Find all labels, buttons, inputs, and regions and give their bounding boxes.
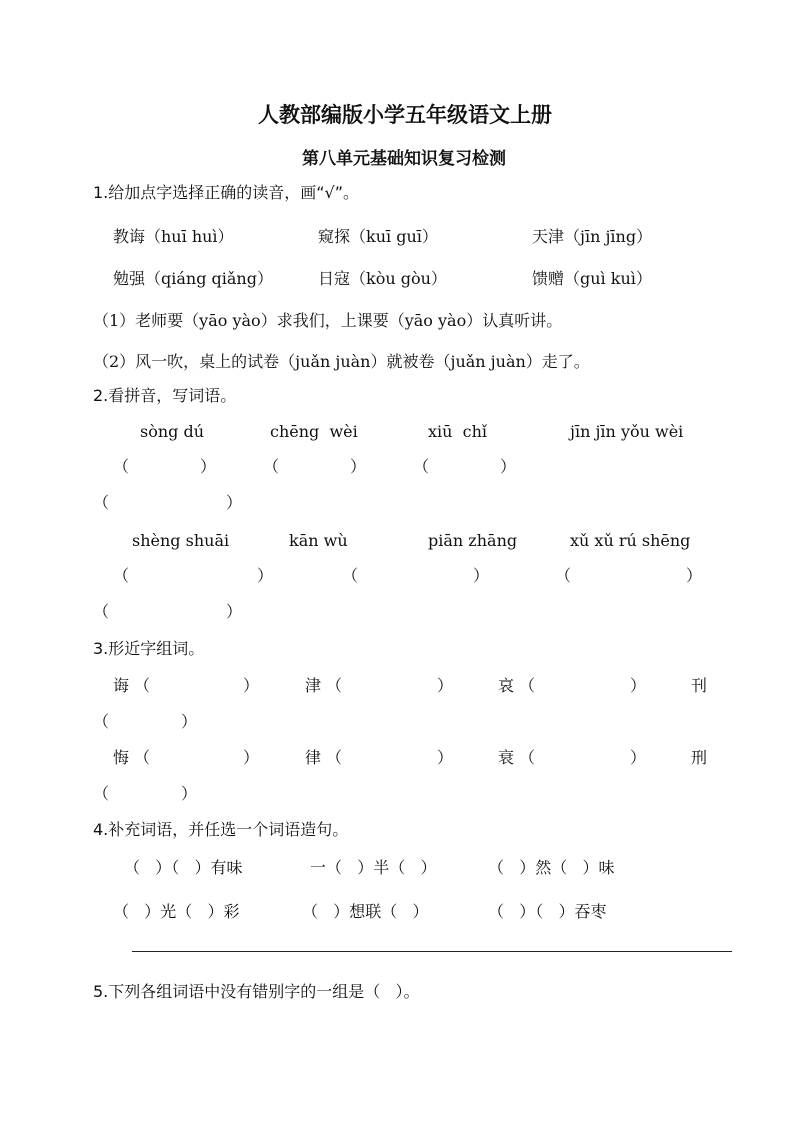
q1-sentence-2: （2）风一吹，桌上的试卷（juǎn juàn）就被卷（juǎn juàn）走了。 [93,352,590,371]
q2-pinyin: piān zhāng [428,531,518,550]
answer-paren-close: ） [630,748,647,767]
answer-paren-close: ） [437,748,454,767]
q3-char: 诲 [113,676,130,695]
q1-item: 馈赠（guì kuì） [532,269,652,288]
q2-pinyin: kān wù [289,531,348,550]
answer-paren-open: （ [326,676,343,695]
answer-paren-open: （ [113,457,130,476]
q1-item: 日寇（kòu gòu） [318,269,447,288]
answer-paren-open: （ [342,566,359,585]
answer-paren-open: （ [93,712,110,731]
q1-sentence-1: （1）老师要（yāo yào）求我们，上课要（yāo yào）认真听讲。 [93,311,563,330]
answer-paren-close: ） [686,566,703,585]
q4-item: （ ）想联（ ） [302,902,429,921]
answer-paren-close: ） [500,457,517,476]
q3-char: 悔 [113,748,130,767]
answer-paren-open: （ [413,457,430,476]
q1-item: 窥探（kuī guī） [318,227,438,246]
q1-item: 勉强（qiáng qiǎng） [113,269,273,288]
answer-paren-open: （ [519,748,536,767]
q3-char: 刊 [691,676,708,695]
answer-paren-close: ） [473,566,490,585]
page-subtitle: 第八单元基础知识复习检测 [302,149,506,169]
answer-paren-open: （ [93,493,110,512]
q2-heading: 2.看拼音，写词语。 [93,386,237,405]
answer-paren-open: （ [134,748,151,767]
answer-paren-close: ） [630,676,647,695]
q4-item: （ ）光（ ）彩 [113,902,240,921]
q2-pinyin: sòng dú [140,422,205,441]
answer-paren-open: （ [326,748,343,767]
answer-paren-close: ） [257,566,274,585]
answer-paren-open: （ [134,676,151,695]
q4-item: 一（ ）半（ ） [310,858,437,877]
answer-paren-close: ） [226,493,243,512]
answer-paren-open: （ [113,566,130,585]
answer-paren-close: ） [181,784,198,803]
answer-paren-open: （ [93,784,110,803]
q2-pinyin: xǔ xǔ rú shēng [570,531,691,550]
answer-paren-close: ） [243,748,260,767]
q2-pinyin: xiū chǐ [428,422,487,441]
q3-char: 哀 [498,676,515,695]
answer-paren-close: ） [181,712,198,731]
q1-heading: 1.给加点字选择正确的读音，画“√”。 [93,183,360,202]
q2-pinyin: shèng shuāi [132,531,230,550]
q3-char: 刑 [691,748,708,767]
q2-pinyin: chēng wèi [270,422,358,441]
answer-paren-open: （ [93,602,110,621]
answer-paren-close: ） [437,676,454,695]
answer-paren-open: （ [519,676,536,695]
q1-item: 教诲（huī huì） [113,227,234,246]
q4-item: （ ）（ ）吞枣 [488,902,607,921]
q3-char: 律 [305,748,322,767]
q5-heading: 5.下列各组词语中没有错别字的一组是（ ）。 [93,982,420,1001]
answer-paren-open: （ [555,566,572,585]
answer-paren-close: ） [243,676,260,695]
page-title: 人教部编版小学五年级语文上册 [258,103,552,127]
q4-heading: 4.补充词语，并任选一个词语造句。 [93,820,349,839]
answer-paren-close: ） [226,602,243,621]
q1-item: 天津（jīn jīng） [532,227,653,246]
sentence-answer-line [132,951,732,952]
answer-paren-close: ） [200,457,217,476]
answer-paren-close: ） [350,457,367,476]
q3-char: 衰 [498,748,515,767]
q2-pinyin: jīn jīn yǒu wèi [570,422,684,441]
q4-item: （ ）（ ）有味 [124,858,243,877]
answer-paren-open: （ [263,457,280,476]
q4-item: （ ）然（ ）味 [488,858,615,877]
q3-char: 津 [305,676,322,695]
q3-heading: 3.形近字组词。 [93,639,205,658]
